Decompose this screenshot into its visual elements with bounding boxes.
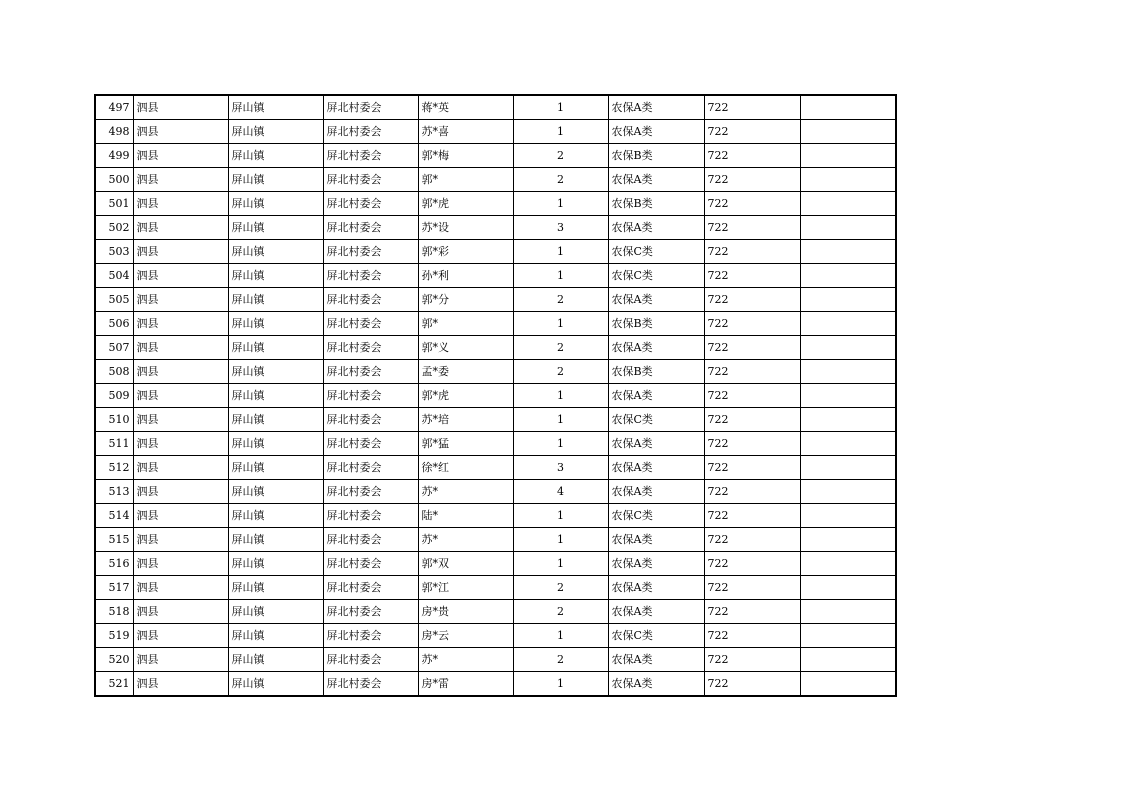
cell-name: 徐*红 <box>418 456 513 480</box>
cell-note <box>800 408 896 432</box>
cell-row-number: 504 <box>95 264 133 288</box>
cell-amount: 722 <box>704 144 800 168</box>
cell-county: 泗县 <box>133 336 228 360</box>
cell-county: 泗县 <box>133 600 228 624</box>
cell-amount: 722 <box>704 432 800 456</box>
cell-amount: 722 <box>704 240 800 264</box>
cell-village: 屏北村委会 <box>323 95 418 120</box>
cell-row-number: 520 <box>95 648 133 672</box>
cell-household-count: 2 <box>513 360 608 384</box>
cell-county: 泗县 <box>133 408 228 432</box>
cell-name: 房*云 <box>418 624 513 648</box>
cell-name: 郭*双 <box>418 552 513 576</box>
cell-row-number: 519 <box>95 624 133 648</box>
cell-village: 屏北村委会 <box>323 288 418 312</box>
cell-town: 屏山镇 <box>228 408 323 432</box>
cell-row-number: 497 <box>95 95 133 120</box>
cell-county: 泗县 <box>133 288 228 312</box>
cell-village: 屏北村委会 <box>323 336 418 360</box>
table-row <box>95 576 896 600</box>
cell-village: 屏北村委会 <box>323 384 418 408</box>
cell-county: 泗县 <box>133 576 228 600</box>
table-row <box>95 456 896 480</box>
cell-town: 屏山镇 <box>228 240 323 264</box>
cell-note <box>800 624 896 648</box>
cell-note <box>800 120 896 144</box>
cell-household-count: 2 <box>513 144 608 168</box>
cell-amount: 722 <box>704 168 800 192</box>
cell-note <box>800 312 896 336</box>
cell-category: 农保C类 <box>608 264 704 288</box>
cell-note <box>800 432 896 456</box>
cell-amount: 722 <box>704 360 800 384</box>
cell-category: 农保A类 <box>608 384 704 408</box>
cell-row-number: 505 <box>95 288 133 312</box>
table-row <box>95 408 896 432</box>
cell-county: 泗县 <box>133 480 228 504</box>
cell-row-number: 521 <box>95 672 133 697</box>
cell-category: 农保A类 <box>608 552 704 576</box>
spreadsheet-page <box>94 94 895 697</box>
cell-county: 泗县 <box>133 648 228 672</box>
cell-category: 农保A类 <box>608 168 704 192</box>
cell-amount: 722 <box>704 288 800 312</box>
cell-town: 屏山镇 <box>228 264 323 288</box>
cell-note <box>800 480 896 504</box>
cell-county: 泗县 <box>133 552 228 576</box>
cell-household-count: 3 <box>513 216 608 240</box>
table-row <box>95 264 896 288</box>
cell-county: 泗县 <box>133 168 228 192</box>
cell-town: 屏山镇 <box>228 672 323 697</box>
table-body <box>95 95 896 696</box>
cell-county: 泗县 <box>133 264 228 288</box>
cell-note <box>800 216 896 240</box>
cell-county: 泗县 <box>133 456 228 480</box>
cell-village: 屏北村委会 <box>323 192 418 216</box>
cell-name: 苏*喜 <box>418 120 513 144</box>
cell-category: 农保A类 <box>608 648 704 672</box>
table-row <box>95 480 896 504</box>
cell-amount: 722 <box>704 552 800 576</box>
cell-amount: 722 <box>704 95 800 120</box>
cell-note <box>800 456 896 480</box>
table-row <box>95 144 896 168</box>
cell-note <box>800 240 896 264</box>
cell-row-number: 500 <box>95 168 133 192</box>
cell-county: 泗县 <box>133 95 228 120</box>
cell-amount: 722 <box>704 384 800 408</box>
cell-name: 郭* <box>418 168 513 192</box>
cell-name: 郭*彩 <box>418 240 513 264</box>
cell-name: 郭*义 <box>418 336 513 360</box>
cell-name: 苏*设 <box>418 216 513 240</box>
cell-name: 苏* <box>418 480 513 504</box>
cell-village: 屏北村委会 <box>323 144 418 168</box>
cell-amount: 722 <box>704 648 800 672</box>
cell-name: 郭*虎 <box>418 384 513 408</box>
cell-row-number: 499 <box>95 144 133 168</box>
cell-note <box>800 144 896 168</box>
table-row <box>95 216 896 240</box>
cell-category: 农保A类 <box>608 456 704 480</box>
cell-amount: 722 <box>704 408 800 432</box>
cell-town: 屏山镇 <box>228 120 323 144</box>
cell-amount: 722 <box>704 672 800 697</box>
cell-household-count: 2 <box>513 288 608 312</box>
cell-note <box>800 648 896 672</box>
beneficiary-table <box>94 94 897 697</box>
cell-household-count: 1 <box>513 192 608 216</box>
cell-town: 屏山镇 <box>228 528 323 552</box>
cell-amount: 722 <box>704 576 800 600</box>
cell-note <box>800 576 896 600</box>
cell-county: 泗县 <box>133 504 228 528</box>
cell-household-count: 1 <box>513 408 608 432</box>
cell-town: 屏山镇 <box>228 576 323 600</box>
cell-village: 屏北村委会 <box>323 504 418 528</box>
cell-note <box>800 95 896 120</box>
cell-household-count: 1 <box>513 432 608 456</box>
cell-household-count: 1 <box>513 528 608 552</box>
cell-category: 农保C类 <box>608 408 704 432</box>
cell-household-count: 2 <box>513 648 608 672</box>
table-row <box>95 288 896 312</box>
cell-name: 郭*江 <box>418 576 513 600</box>
cell-category: 农保A类 <box>608 528 704 552</box>
cell-note <box>800 168 896 192</box>
table-row <box>95 504 896 528</box>
cell-town: 屏山镇 <box>228 432 323 456</box>
cell-name: 孙*利 <box>418 264 513 288</box>
cell-county: 泗县 <box>133 240 228 264</box>
cell-category: 农保A类 <box>608 336 704 360</box>
cell-village: 屏北村委会 <box>323 432 418 456</box>
cell-note <box>800 360 896 384</box>
cell-row-number: 518 <box>95 600 133 624</box>
cell-village: 屏北村委会 <box>323 624 418 648</box>
cell-town: 屏山镇 <box>228 648 323 672</box>
cell-category: 农保B类 <box>608 192 704 216</box>
cell-amount: 722 <box>704 192 800 216</box>
cell-county: 泗县 <box>133 624 228 648</box>
cell-town: 屏山镇 <box>228 384 323 408</box>
cell-category: 农保A类 <box>608 672 704 697</box>
cell-name: 孟*委 <box>418 360 513 384</box>
table-row <box>95 168 896 192</box>
cell-household-count: 1 <box>513 240 608 264</box>
cell-town: 屏山镇 <box>228 144 323 168</box>
cell-note <box>800 600 896 624</box>
cell-household-count: 1 <box>513 264 608 288</box>
cell-category: 农保A类 <box>608 216 704 240</box>
cell-town: 屏山镇 <box>228 168 323 192</box>
cell-row-number: 498 <box>95 120 133 144</box>
table-row <box>95 192 896 216</box>
cell-village: 屏北村委会 <box>323 456 418 480</box>
table-row <box>95 600 896 624</box>
cell-row-number: 507 <box>95 336 133 360</box>
cell-name: 苏*培 <box>418 408 513 432</box>
cell-household-count: 1 <box>513 120 608 144</box>
cell-village: 屏北村委会 <box>323 240 418 264</box>
cell-town: 屏山镇 <box>228 288 323 312</box>
cell-category: 农保C类 <box>608 624 704 648</box>
cell-town: 屏山镇 <box>228 552 323 576</box>
cell-amount: 722 <box>704 312 800 336</box>
cell-note <box>800 384 896 408</box>
cell-row-number: 503 <box>95 240 133 264</box>
cell-amount: 722 <box>704 216 800 240</box>
cell-name: 郭*分 <box>418 288 513 312</box>
table-row <box>95 384 896 408</box>
cell-category: 农保B类 <box>608 360 704 384</box>
cell-note <box>800 192 896 216</box>
cell-town: 屏山镇 <box>228 456 323 480</box>
cell-household-count: 2 <box>513 600 608 624</box>
cell-category: 农保C类 <box>608 240 704 264</box>
cell-row-number: 513 <box>95 480 133 504</box>
cell-amount: 722 <box>704 456 800 480</box>
cell-note <box>800 528 896 552</box>
cell-amount: 722 <box>704 264 800 288</box>
cell-village: 屏北村委会 <box>323 312 418 336</box>
cell-name: 房*贵 <box>418 600 513 624</box>
cell-amount: 722 <box>704 504 800 528</box>
cell-row-number: 514 <box>95 504 133 528</box>
cell-town: 屏山镇 <box>228 312 323 336</box>
cell-note <box>800 288 896 312</box>
cell-village: 屏北村委会 <box>323 528 418 552</box>
cell-household-count: 1 <box>513 552 608 576</box>
cell-note <box>800 552 896 576</box>
cell-town: 屏山镇 <box>228 95 323 120</box>
cell-household-count: 4 <box>513 480 608 504</box>
cell-category: 农保A类 <box>608 600 704 624</box>
cell-row-number: 506 <box>95 312 133 336</box>
cell-household-count: 2 <box>513 168 608 192</box>
cell-village: 屏北村委会 <box>323 600 418 624</box>
cell-household-count: 3 <box>513 456 608 480</box>
cell-town: 屏山镇 <box>228 360 323 384</box>
cell-category: 农保A类 <box>608 120 704 144</box>
cell-county: 泗县 <box>133 360 228 384</box>
cell-town: 屏山镇 <box>228 192 323 216</box>
cell-town: 屏山镇 <box>228 624 323 648</box>
cell-county: 泗县 <box>133 528 228 552</box>
cell-name: 郭* <box>418 312 513 336</box>
cell-row-number: 510 <box>95 408 133 432</box>
cell-county: 泗县 <box>133 384 228 408</box>
table-row <box>95 648 896 672</box>
cell-household-count: 1 <box>513 672 608 697</box>
cell-amount: 722 <box>704 624 800 648</box>
cell-amount: 722 <box>704 480 800 504</box>
cell-household-count: 1 <box>513 384 608 408</box>
cell-category: 农保B类 <box>608 312 704 336</box>
cell-note <box>800 264 896 288</box>
table-row <box>95 312 896 336</box>
cell-town: 屏山镇 <box>228 600 323 624</box>
cell-note <box>800 336 896 360</box>
cell-amount: 722 <box>704 600 800 624</box>
cell-household-count: 2 <box>513 576 608 600</box>
cell-name: 陆* <box>418 504 513 528</box>
cell-county: 泗县 <box>133 672 228 697</box>
cell-row-number: 515 <box>95 528 133 552</box>
cell-name: 郭*猛 <box>418 432 513 456</box>
table-row <box>95 360 896 384</box>
table-row <box>95 336 896 360</box>
cell-county: 泗县 <box>133 312 228 336</box>
cell-category: 农保A类 <box>608 480 704 504</box>
cell-category: 农保A类 <box>608 288 704 312</box>
cell-row-number: 508 <box>95 360 133 384</box>
cell-household-count: 2 <box>513 336 608 360</box>
table-row <box>95 672 896 697</box>
cell-household-count: 1 <box>513 95 608 120</box>
table-row <box>95 120 896 144</box>
table-row <box>95 528 896 552</box>
cell-row-number: 502 <box>95 216 133 240</box>
cell-household-count: 1 <box>513 312 608 336</box>
cell-row-number: 512 <box>95 456 133 480</box>
cell-amount: 722 <box>704 528 800 552</box>
cell-row-number: 517 <box>95 576 133 600</box>
cell-village: 屏北村委会 <box>323 120 418 144</box>
cell-village: 屏北村委会 <box>323 264 418 288</box>
cell-amount: 722 <box>704 336 800 360</box>
cell-county: 泗县 <box>133 216 228 240</box>
cell-county: 泗县 <box>133 120 228 144</box>
cell-village: 屏北村委会 <box>323 648 418 672</box>
cell-row-number: 511 <box>95 432 133 456</box>
cell-note <box>800 672 896 697</box>
cell-village: 屏北村委会 <box>323 552 418 576</box>
cell-row-number: 501 <box>95 192 133 216</box>
cell-note <box>800 504 896 528</box>
cell-village: 屏北村委会 <box>323 360 418 384</box>
cell-name: 郭*梅 <box>418 144 513 168</box>
cell-village: 屏北村委会 <box>323 216 418 240</box>
cell-county: 泗县 <box>133 144 228 168</box>
cell-category: 农保A类 <box>608 576 704 600</box>
table-row <box>95 552 896 576</box>
table-row <box>95 624 896 648</box>
cell-name: 苏* <box>418 648 513 672</box>
cell-category: 农保A类 <box>608 95 704 120</box>
cell-category: 农保B类 <box>608 144 704 168</box>
cell-household-count: 1 <box>513 624 608 648</box>
cell-name: 蒋*英 <box>418 95 513 120</box>
cell-county: 泗县 <box>133 432 228 456</box>
cell-household-count: 1 <box>513 504 608 528</box>
cell-category: 农保C类 <box>608 504 704 528</box>
cell-town: 屏山镇 <box>228 336 323 360</box>
cell-town: 屏山镇 <box>228 480 323 504</box>
cell-name: 房*雷 <box>418 672 513 697</box>
cell-name: 郭*虎 <box>418 192 513 216</box>
cell-town: 屏山镇 <box>228 216 323 240</box>
cell-village: 屏北村委会 <box>323 480 418 504</box>
cell-row-number: 516 <box>95 552 133 576</box>
table-row <box>95 432 896 456</box>
table-row <box>95 95 896 120</box>
cell-town: 屏山镇 <box>228 504 323 528</box>
cell-row-number: 509 <box>95 384 133 408</box>
cell-village: 屏北村委会 <box>323 576 418 600</box>
cell-county: 泗县 <box>133 192 228 216</box>
cell-category: 农保A类 <box>608 432 704 456</box>
cell-village: 屏北村委会 <box>323 168 418 192</box>
cell-village: 屏北村委会 <box>323 672 418 697</box>
cell-name: 苏* <box>418 528 513 552</box>
cell-village: 屏北村委会 <box>323 408 418 432</box>
cell-amount: 722 <box>704 120 800 144</box>
table-row <box>95 240 896 264</box>
